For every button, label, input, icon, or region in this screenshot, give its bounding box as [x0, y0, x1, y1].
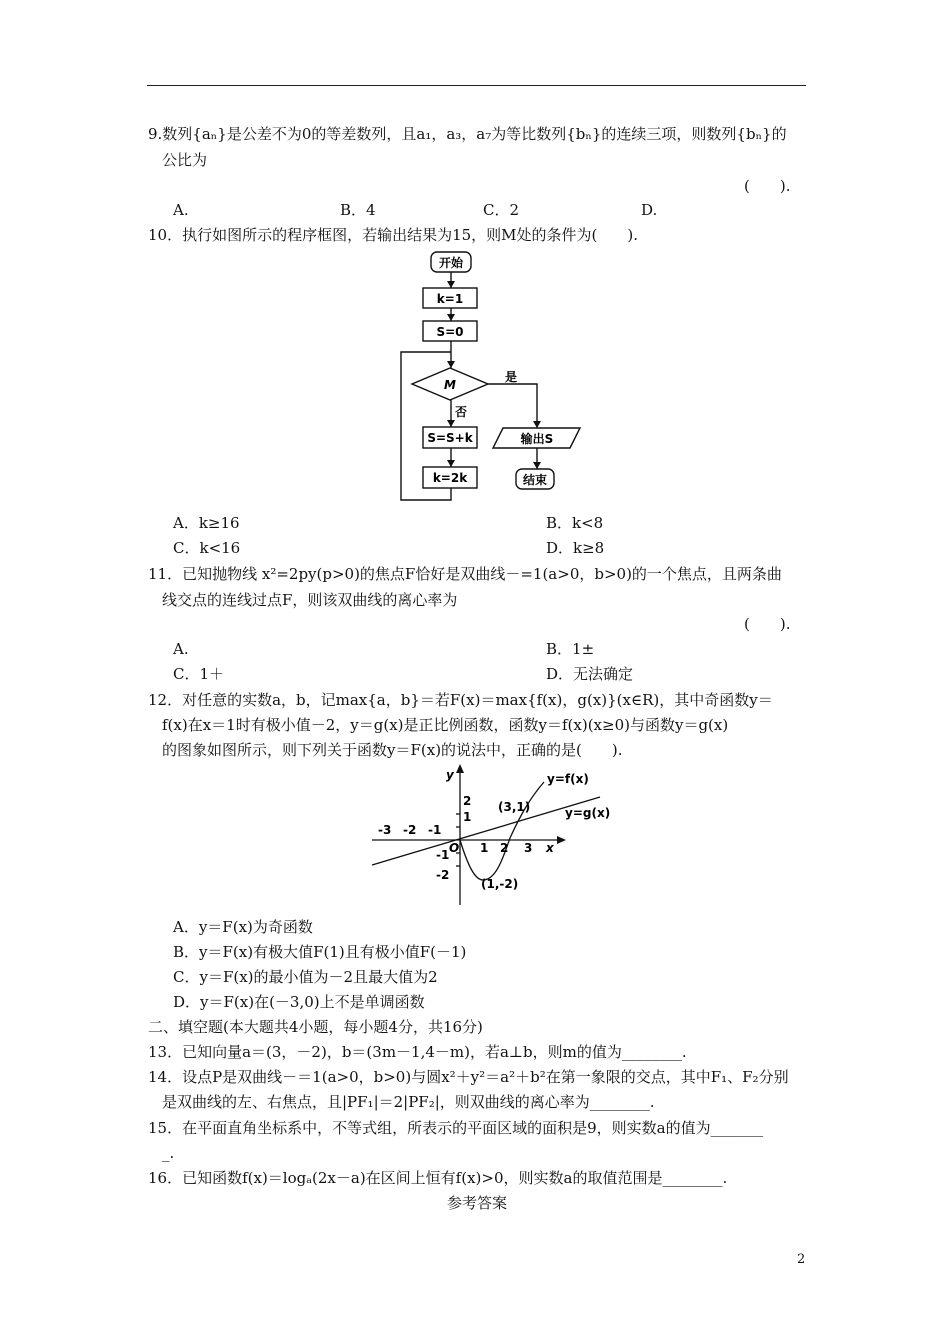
q10-option-a: A．k≥16 [173, 514, 240, 532]
q11-answer-paren: ( ). [744, 615, 791, 633]
q15-stem-line1: 15．在平面直角坐标系中，不等式组，所表示的平面区域的面积是9，则实数a的值为_______ [148, 1119, 764, 1137]
x-tick-neg3: -3 [378, 823, 392, 837]
flow-k-init-label: k=1 [436, 292, 464, 306]
q11-stem-line1: 11．已知抛物线 x²=2py(p>0)的焦点F恰好是双曲线－=1(a>0，b>0)的一个焦点，且两条曲 [148, 565, 782, 583]
point-1-neg2-label: (1,-2) [481, 877, 519, 891]
f-curve-label: y=f(x) [547, 772, 589, 786]
q9-option-a: A. [173, 201, 189, 219]
flow-k-update-label: k=2k [432, 471, 468, 485]
q12-stem-line3: 的图象如图所示，则下列关于函数y＝F(x)的说法中，正确的是( ). [162, 741, 623, 759]
y-tick-neg2: -2 [436, 868, 450, 882]
g-line-label: y=g(x) [565, 806, 611, 820]
x-tick-3: 3 [524, 841, 533, 855]
flow-output-label: 输出S [520, 432, 554, 446]
q11-option-c: C．1＋ [173, 665, 225, 683]
q9-answer-paren: ( ). [744, 177, 791, 195]
flow-no-label: 否 [455, 405, 468, 419]
q12-stem-line2: f(x)在x＝1时有极小值－2，y＝g(x)是正比例函数，函数y＝f(x)(x≥0)与函数y＝g(x) [162, 716, 729, 734]
flow-condition-label: M [444, 378, 456, 392]
q12-stem-line1: 12．对任意的实数a，b，记max{a，b}＝若F(x)＝max{f(x)，g(x)}(x∈R)，其中奇函数y＝ [148, 691, 773, 709]
q9-stem-line2: 公比为 [162, 151, 208, 169]
q11-option-b: B．1± [546, 640, 595, 658]
section-heading: 二、填空题(本大题共4小题，每小题4分，共16分) [148, 1018, 483, 1036]
flow-s-init-label: S=0 [436, 325, 464, 339]
q14-stem-line1: 14．设点P是双曲线－＝1(a>0，b>0)与圆x²＋y²＝a²＋b²在第一象限的交点，其中F₁、F₂分别 [148, 1068, 789, 1086]
x-axis-label: x [546, 841, 554, 855]
q10-option-b: B．k<8 [546, 514, 604, 532]
x-tick-neg1: -1 [428, 823, 442, 837]
q11-option-a: A. [173, 640, 189, 658]
flow-yes-label: 是 [505, 370, 518, 384]
q12-option-a: A．y＝F(x)为奇函数 [173, 918, 313, 936]
q11-option-d: D．无法确定 [546, 665, 634, 683]
origin-label: O [449, 841, 460, 855]
y-axis-label: y [446, 768, 454, 782]
flow-end-label: 结束 [522, 473, 548, 487]
point-3-1-label: (3,1) [498, 800, 531, 814]
x-tick-2: 2 [500, 841, 509, 855]
q13-stem: 13．已知向量a＝(3，－2)，b＝(3m－1,4－m)，若a⊥b，则m的值为________. [148, 1043, 687, 1061]
q16-stem: 16．已知函数f(x)＝logₐ(2x－a)在区间上恒有f(x)>0，则实数a的取值范围是________. [148, 1169, 728, 1187]
q9-stem-line1: 9.数列{aₙ}是公差不为0的等差数列，且a₁，a₃，a₇为等比数列{bₙ}的连续三项，则数列{bₙ}的 [148, 125, 787, 143]
flow-start-label: 开始 [438, 256, 464, 270]
q12-option-d: D．y＝F(x)在(－3,0)上不是单调函数 [173, 993, 425, 1011]
q10-option-c: C．k<16 [173, 539, 241, 557]
x-tick-1: 1 [480, 841, 489, 855]
q9-option-b: B．4 [340, 201, 376, 219]
x-tick-neg2: -2 [403, 823, 417, 837]
y-tick-2: 2 [463, 794, 472, 808]
q12-option-b: B．y＝F(x)有极大值F(1)且有极小值F(－1) [173, 943, 467, 961]
y-tick-neg1: -1 [436, 848, 450, 862]
answers-title: 参考答案 [447, 1194, 508, 1212]
q11-stem-line2: 线交点的连线过点F，则该双曲线的离心率为 [162, 591, 458, 609]
q10-stem: 10．执行如图所示的程序框图，若输出结果为15，则M处的条件为( ). [148, 226, 639, 244]
q9-option-d: D. [641, 201, 658, 219]
q15-stem-line2: _. [162, 1144, 175, 1162]
q10-option-d: D．k≥8 [546, 539, 605, 557]
q9-option-c: C．2 [483, 201, 520, 219]
f-curve [460, 782, 544, 880]
page-number: 2 [797, 1252, 806, 1267]
q14-stem-line2: 是双曲线的左、右焦点，且|PF₁|＝2|PF₂|，则双曲线的离心率为________. [162, 1093, 655, 1111]
q12-option-c: C．y＝F(x)的最小值为－2且最大值为2 [173, 968, 438, 986]
y-tick-1: 1 [463, 810, 472, 824]
flow-s-update-label: S=S+k [427, 431, 473, 445]
